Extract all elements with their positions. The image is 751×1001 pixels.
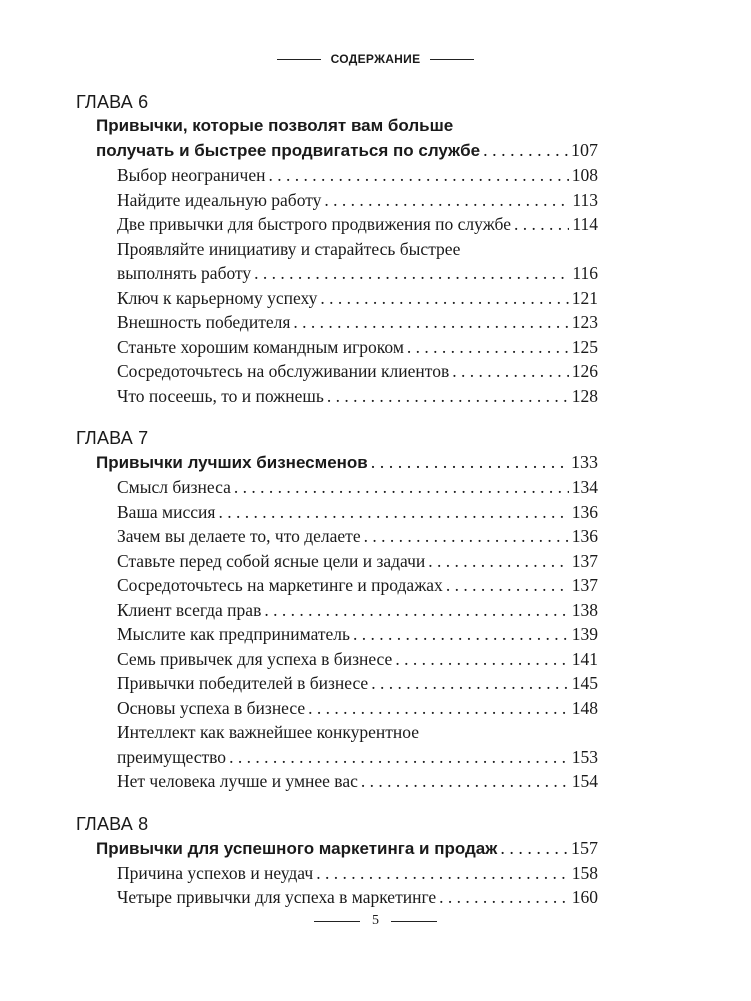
toc-entry[interactable]: [117, 549, 598, 574]
dot-leader: [308, 696, 569, 721]
toc-entry[interactable]: [117, 335, 598, 360]
section-title: Что посеешь, то и пожнешь: [117, 385, 324, 406]
dot-leader: [218, 500, 568, 525]
section-title: Четыре привычки для успеха в маркетинге: [117, 887, 437, 907]
toc-entry[interactable]: [117, 384, 598, 409]
page-number: 136: [571, 526, 598, 546]
chapter-6-label: ГЛАВА 6: [76, 92, 149, 112]
dot-leader: [439, 885, 569, 910]
dot-leader: [514, 212, 569, 237]
dot-leader: [371, 671, 569, 696]
dot-leader: [500, 836, 568, 860]
chapter-8-title-entry[interactable]: [96, 836, 598, 861]
toc-entry[interactable]: [117, 598, 598, 623]
section-title: Ваша миссия: [117, 501, 216, 522]
dot-leader: [364, 524, 569, 549]
section-title: Сосредоточьтесь на обслуживании клиентов: [117, 361, 450, 381]
toc-entry[interactable]: [117, 286, 598, 311]
toc-entry[interactable]: [117, 524, 598, 549]
section-title: Мыслите как предприниматель: [117, 624, 351, 644]
section-title: Ставьте перед собой ясные цели и задачи: [117, 550, 426, 571]
section-title-line-1: Интеллект как важнейшее конкурентное: [117, 722, 419, 742]
toc-entry[interactable]: [117, 647, 598, 672]
dot-leader: [264, 598, 568, 623]
dot-leader: [407, 335, 569, 360]
page-number: 116: [572, 263, 598, 283]
toc-entry[interactable]: [117, 500, 598, 525]
toc-entry[interactable]: [117, 359, 598, 384]
page-number: 137: [571, 575, 598, 595]
toc-entry[interactable]: [117, 885, 598, 910]
page-number: 121: [571, 287, 598, 308]
toc-entry[interactable]: [117, 696, 598, 721]
dot-leader: [361, 769, 569, 794]
toc-entry[interactable]: [117, 310, 598, 335]
chapter-6-title-line-2: получать и быстрее продвигаться по службе: [96, 141, 481, 160]
section-title: Клиент всегда прав: [117, 599, 262, 620]
dot-leader: [452, 359, 569, 384]
section-title: Семь привычек для успеха в бизнесе: [117, 648, 393, 669]
toc-entry[interactable]: [117, 769, 598, 794]
page-number: 108: [571, 165, 598, 185]
section-title-line-1: Проявляйте инициативу и старайтесь быстрее: [117, 238, 461, 259]
page-number: 160: [571, 887, 598, 907]
section-title: Две привычки для быстрого продвижения по службе: [117, 214, 511, 234]
page-number: 107: [571, 140, 598, 160]
section-title: Зачем вы делаете то, что делаете: [117, 526, 361, 546]
section-title: Нет человека лучше и умнее вас: [117, 771, 358, 791]
dot-leader: [395, 647, 568, 672]
page-number: 145: [571, 673, 598, 693]
page-number: 136: [571, 501, 598, 522]
dot-leader: [254, 261, 569, 286]
page-number: 141: [571, 648, 598, 669]
chapter-8-title: Привычки для успешного маркетинга и продаж: [96, 838, 498, 858]
contents-title: СОДЕРЖАНИЕ: [330, 52, 421, 66]
section-title: Смысл бизнеса: [117, 477, 231, 497]
toc-entry[interactable]: [117, 671, 598, 696]
toc-entry[interactable]: [117, 212, 598, 237]
right-rule: [430, 59, 474, 60]
page-number: 137: [571, 550, 598, 571]
chapter-7-label: ГЛАВА 7: [76, 428, 149, 448]
section-title: Основы успеха в бизнесе: [117, 697, 306, 718]
left-rule: [277, 59, 321, 60]
page-number: 113: [572, 189, 598, 210]
section-title: Станьте хорошим командным игроком: [117, 336, 404, 357]
section-title-line-2: выполнять работу: [117, 263, 252, 283]
page-number: 139: [571, 624, 598, 644]
page-number: 123: [571, 312, 598, 332]
running-head: [0, 52, 751, 66]
page-number: 154: [571, 771, 598, 791]
page-number: 148: [571, 697, 598, 718]
page-number: 125: [571, 336, 598, 357]
dot-leader: [229, 745, 569, 770]
section-title: Внешность победителя: [117, 312, 291, 332]
page-number: 153: [571, 746, 598, 767]
page-number: 126: [571, 361, 598, 381]
table-of-contents: [76, 90, 598, 910]
section-title: Привычки победителей в бизнесе: [117, 673, 369, 693]
section-title: Ключ к карьерному успеху: [117, 287, 318, 308]
toc-entry[interactable]: [117, 745, 598, 770]
page-number: 134: [571, 477, 598, 497]
dot-leader: [353, 622, 569, 647]
dot-leader: [371, 450, 568, 474]
dot-leader: [293, 310, 568, 335]
page-number: 158: [571, 862, 598, 883]
page-number: 114: [572, 214, 598, 234]
dot-leader: [234, 475, 569, 500]
left-rule: [314, 921, 360, 922]
dot-leader: [446, 573, 569, 598]
page-number: 128: [571, 385, 598, 406]
chapter-7-title-entry[interactable]: [96, 450, 598, 475]
section-title: Причина успехов и неудач: [117, 862, 314, 883]
toc-entry[interactable]: [117, 261, 598, 286]
section-title: Найдите идеальную работу: [117, 189, 322, 210]
chapter-7-title: Привычки лучших бизнесменов: [96, 453, 368, 472]
toc-entry[interactable]: [117, 622, 598, 647]
section-title: Выбор неограничен: [117, 165, 266, 185]
dot-leader: [268, 163, 568, 188]
section-title: Сосредоточьтесь на маркетинге и продажах: [117, 575, 443, 595]
page-number: 138: [571, 599, 598, 620]
page-number: 133: [571, 452, 598, 472]
page-number: 157: [571, 837, 598, 858]
toc-entry[interactable]: [117, 188, 598, 213]
chapter-8-label: ГЛАВА 8: [76, 813, 149, 834]
right-rule: [391, 921, 437, 922]
dot-leader: [428, 549, 568, 574]
toc-entry[interactable]: [117, 475, 598, 500]
section-title-line-2: преимущество: [117, 746, 227, 767]
dot-leader: [327, 384, 569, 409]
page-footer: [0, 913, 751, 929]
chapter-6-title-line-1: Привычки, которые позволят вам больше: [96, 116, 454, 135]
toc-entry[interactable]: [117, 163, 598, 188]
dot-leader: [324, 188, 569, 213]
toc-entry[interactable]: [117, 573, 598, 598]
chapter-6-title-entry[interactable]: [96, 138, 598, 163]
dot-leader: [320, 286, 568, 311]
dot-leader: [483, 138, 568, 162]
toc-entry[interactable]: [117, 861, 598, 886]
dot-leader: [316, 861, 569, 886]
folio-page-number: 5: [372, 913, 379, 928]
